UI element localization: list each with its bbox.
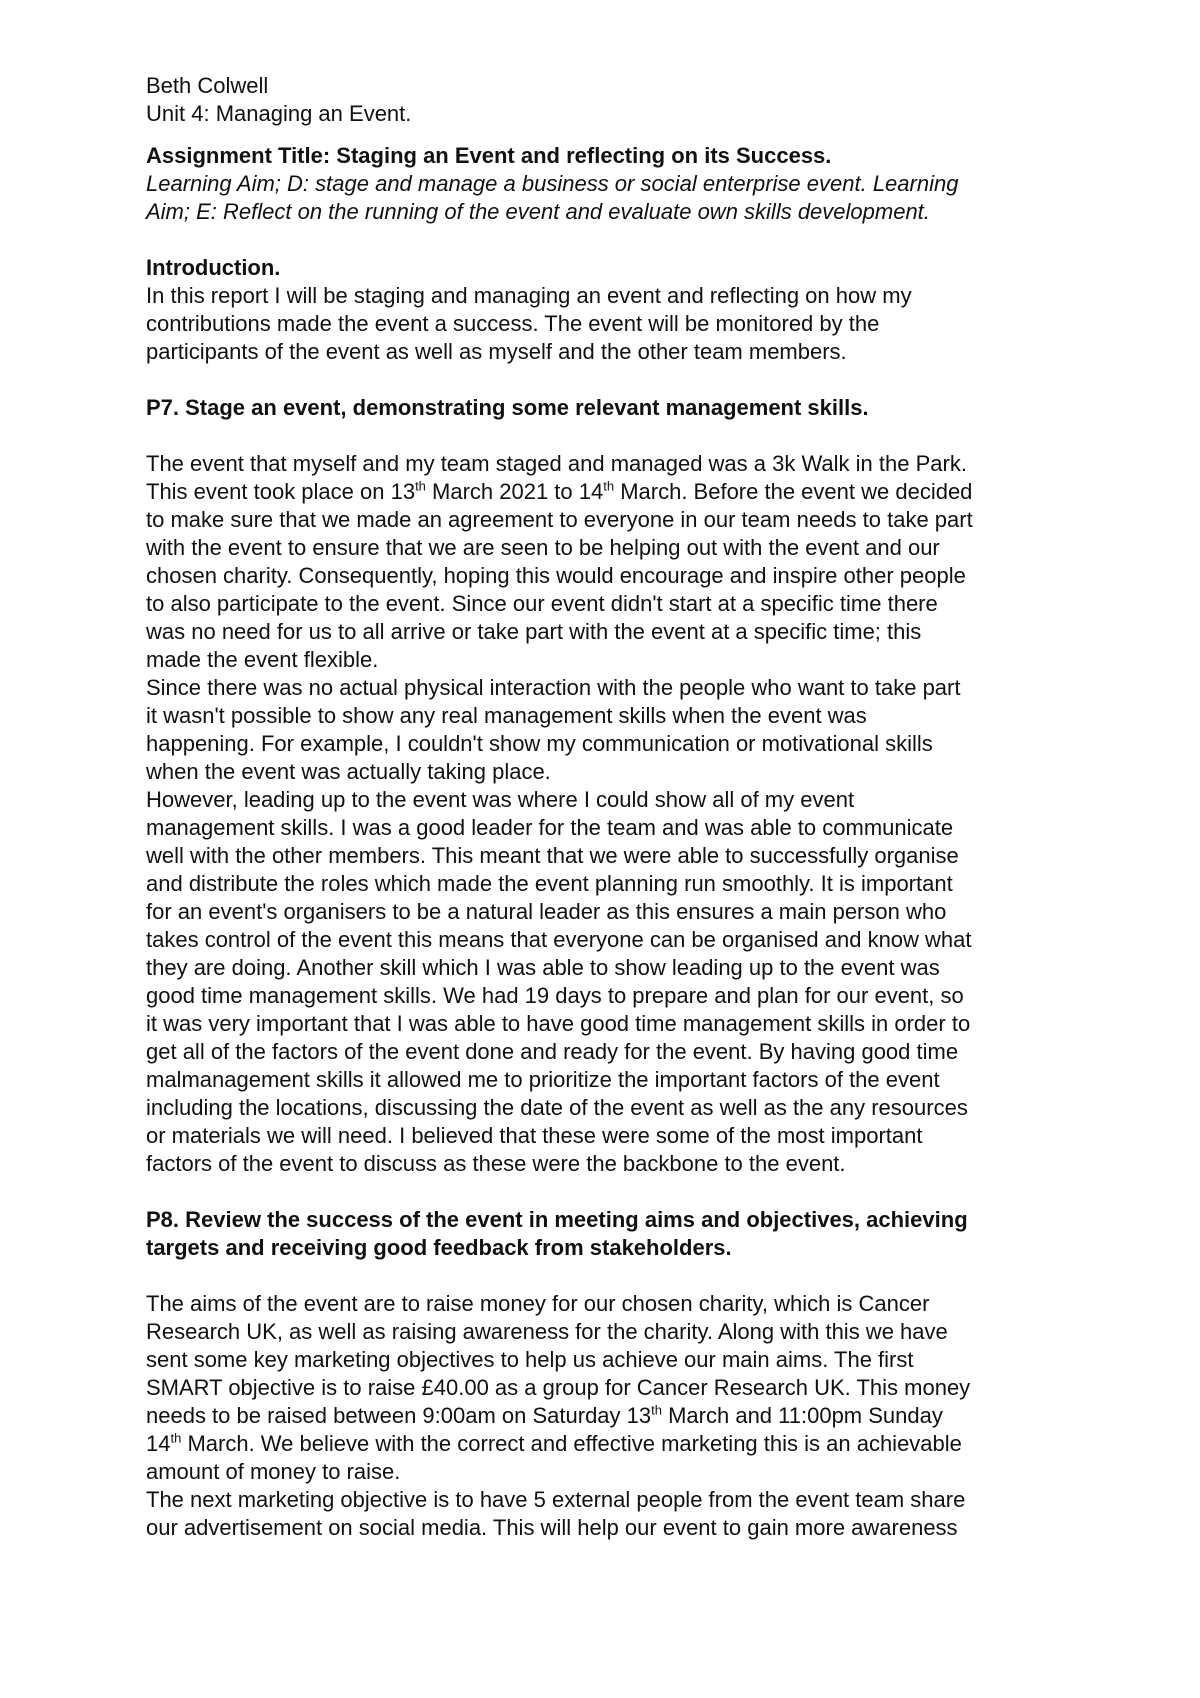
body-line: Research UK, as well as raising awareness for the charity. Along with this we have bbox=[146, 1319, 948, 1344]
p7-paragraph bbox=[146, 450, 1076, 1178]
body-line: sent some key marketing objectives to help us achieve our main aims. The first bbox=[146, 1347, 914, 1372]
p8-body-lines bbox=[146, 1458, 1076, 1542]
body-line: for an event's organisers to be a natural leader as this ensures a main person who bbox=[146, 899, 947, 924]
body-line: participants of the event as well as myself and the other team members. bbox=[146, 339, 847, 364]
superscript: th bbox=[170, 1430, 182, 1446]
introduction-paragraph bbox=[146, 282, 1076, 366]
body-line: to also participate to the event. Since our event didn't start at a specific time there bbox=[146, 591, 938, 616]
p7-body-lines bbox=[146, 506, 1076, 1178]
superscript: th bbox=[603, 478, 615, 494]
body-line: they are doing. Another skill which I was able to show leading up to the event was bbox=[146, 955, 940, 980]
body-line: our advertisement on social media. This will help our event to gain more awareness bbox=[146, 1515, 958, 1540]
body-line: takes control of the event this means that everyone can be organised and know what bbox=[146, 927, 972, 952]
p8-body-lines bbox=[146, 1290, 1076, 1402]
body-line: 14th March. We believe with the correct and effective marketing this is an achievable bbox=[146, 1430, 962, 1456]
p8-paragraph bbox=[146, 1290, 1076, 1542]
body-line: needs to be raised between 9:00am on Saturday 13th March and 11:00pm Sunday bbox=[146, 1402, 943, 1428]
body-line: The aims of the event are to raise money for our chosen charity, which is Cancer bbox=[146, 1291, 930, 1316]
document-body bbox=[146, 72, 1076, 1542]
body-line: including the locations, discussing the date of the event as well as the any resources bbox=[146, 1095, 968, 1120]
body-line: was no need for us to all arrive or take part with the event at a specific time; this bbox=[146, 619, 922, 644]
body-line: chosen charity. Consequently, hoping this would encourage and inspire other people bbox=[146, 563, 966, 588]
p7-heading: P7. Stage an event, demonstrating some relevant management skills. bbox=[146, 395, 869, 420]
superscript: th bbox=[651, 1402, 662, 1418]
body-line: SMART objective is to raise £40.00 as a group for Cancer Research UK. This money bbox=[146, 1375, 971, 1400]
body-line: get all of the factors of the event done and ready for the event. By having good time bbox=[146, 1039, 959, 1064]
body-line: when the event was actually taking place. bbox=[146, 759, 551, 784]
learning-aims-line: Learning Aim; D: stage and manage a business or social enterprise event. Learning bbox=[146, 171, 959, 196]
body-line: and distribute the roles which made the event planning run smoothly. It is important bbox=[146, 871, 953, 896]
body-line: This event took place on 13th March 2021 to 14th March. Before the event we decided bbox=[146, 478, 973, 504]
introduction-heading: Introduction. bbox=[146, 255, 281, 280]
author-name: Beth Colwell bbox=[146, 73, 269, 98]
body-line: happening. For example, I couldn't show my communication or motivational skills bbox=[146, 731, 933, 756]
body-line: malmanagement skills it allowed me to prioritize the important factors of the event bbox=[146, 1067, 940, 1092]
body-line: The event that myself and my team staged and managed was a 3k Walk in the Park. bbox=[146, 451, 967, 476]
body-line: contributions made the event a success. The event will be monitored by the bbox=[146, 311, 880, 336]
body-line: good time management skills. We had 19 days to prepare and plan for our event, so bbox=[146, 983, 964, 1008]
p8-heading: P8. Review the success of the event in meeting aims and objectives, achieving bbox=[146, 1207, 968, 1232]
body-line: Since there was no actual physical interaction with the people who want to take part bbox=[146, 675, 961, 700]
body-line: management skills. I was a good leader for the team and was able to communicate bbox=[146, 815, 954, 840]
unit-title: Unit 4: Managing an Event. bbox=[146, 101, 412, 126]
body-line: The next marketing objective is to have 5 external people from the event team share bbox=[146, 1487, 966, 1512]
body-line: amount of money to raise. bbox=[146, 1459, 401, 1484]
body-line: it wasn't possible to show any real management skills when the event was bbox=[146, 703, 867, 728]
assignment-title: Assignment Title: Staging an Event and reflecting on its Success. bbox=[146, 143, 832, 168]
body-line: with the event to ensure that we are seen to be helping out with the event and our bbox=[146, 535, 940, 560]
learning-aims-line: Aim; E: Reflect on the running of the event and evaluate own skills development. bbox=[146, 199, 930, 224]
p8-heading: targets and receiving good feedback from stakeholders. bbox=[146, 1235, 732, 1260]
body-line: to make sure that we made an agreement to everyone in our team needs to take part bbox=[146, 507, 973, 532]
superscript: th bbox=[415, 478, 426, 494]
body-line: well with the other members. This meant that we were able to successfully organise bbox=[146, 843, 959, 868]
body-line: However, leading up to the event was where I could show all of my event bbox=[146, 787, 855, 812]
body-line: In this report I will be staging and managing an event and reflecting on how my bbox=[146, 283, 912, 308]
body-line: made the event flexible. bbox=[146, 647, 379, 672]
body-line: factors of the event to discuss as these were the backbone to the event. bbox=[146, 1151, 846, 1176]
body-line: or materials we will need. I believed that these were some of the most important bbox=[146, 1123, 923, 1148]
body-line: it was very important that I was able to have good time management skills in order to bbox=[146, 1011, 971, 1036]
